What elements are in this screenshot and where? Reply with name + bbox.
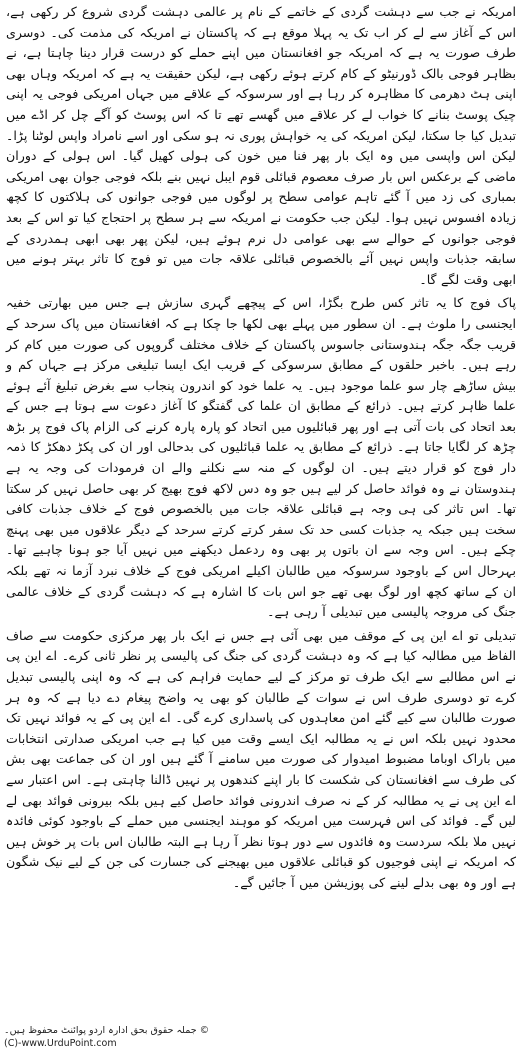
article-paragraph-1: امریکہ نے جب سے دہشت گردی کے خاتمے کے نام پر عالمی دہشت گردی شروع کر رکھی ہے، اس کے آغاز سے لے کر اب تک یہ پہلا موقع ہے کہ پاکستان نے امریکہ کی مذمت کی۔ دوسری طرف صورت یہ ہے کہ امریکہ جو افغانستان میں اپنے حملے کو درست قرار دینا چاہتا ہے، نے بظاہر فوجی بالک ڈورنیٹو کے کام کرتے ہوئے رکھی ہے، لیکن حقیقت یہ ہے کہ امریکہ وہاں بھی اپنی ہٹ دھرمی کا مظاہرہ کر رہا ہے اور سرسوکہ کے علاقے میں جہاں امریکی فوجی یہ اپنی چیک پوسٹ بنانے کا خواب لے کر علاقے میں گھسے تھے تا کہ اس پوسٹ کو آگے چل کر اڈے میں تبدیل کیا جا سکتا، لیکن امریکہ کی یہ خواہش پوری نہ ہو سکی اور اسے نامراد واپس لوٹنا پڑا۔ لیکن اس واپسی میں وہ ایک بار پھر فنا میں خون کی ہولی کھیل گیا۔ اس ہولی کے دوران ماضی کے برعکس اس بار صرف معصوم قبائلی قوم ایبل نہیں بنے بلکہ فوجی جوان بھی امریکی بمباری کی زد میں آ گئے تاہم عوامی سطح پر لوگوں میں فوجی جوانوں کی ہلاکتوں کا کچھ زیادہ افسوس نہیں ہوا۔ لیکن جب حکومت نے امریکہ سے ہر سطح پر احتجاج کیا تو اس کے بعد فوجی جوانوں کے حوالے سے بھی عوامی دل نرم ہوئے ہیں، لیکن پھر بھی ابھی ہمدردی کے سابقہ جذبات واپس نہیں آئے بالخصوص قبائلی علاقہ جات میں تو فوج کا تاثر بہتر ہونے میں ابھی وقت لگے گا۔ (6, 4, 516, 287)
article-paragraph-2: پاک فوج کا یہ تاثر کس طرح بگڑا، اس کے پیچھے گہری سازش ہے جس میں بھارتی خفیہ ایجنسی را ملوث ہے۔ ان سطور میں پہلے بھی لکھا جا چکا ہے کہ افغانستان میں پاک سرحد کے قریب جگہ جگہ ہندوستانی جاسوس پاکستان کے خلاف مختلف گروپوں کی صورت میں کام کر رہے ہیں۔ باخبر حلقوں کے مطابق سرسوکی کے قریب ایک ایسا تبلیغی مرکز ہے جہاں کم و بیش ساڑھے چار سو علما موجود ہیں۔ یہ علما خود کو اندرون پنجاب سے بغرض تبلیغ آئے ہوئے علما ظاہر کرتے ہیں۔ ذرائع کے مطابق ان علما کی گفتگو کا آغاز دعوت سے ہوتا ہے جس کے بعد اتحاد کی بات آتی ہے اور پھر قبائلیوں میں اتحاد کو پارہ پارہ کرنے کی الزام پاک فوج پر بڑھ چڑھ کر لگایا جاتا ہے۔ ذرائع کے مطابق یہ علما قبائلیوں کی بدحالی اور ان کی پکڑ دھکڑ کا ذمہ دار فوج کو قرار دیتے ہیں۔ ان لوگوں کے منہ سے نکلنے والے ان فرمودات کی وجہ یہ ہے ہندوستان نے وہ فوائد حاصل کر لیے ہیں جو وہ دس لاکھ فوج بھیج کر بھی حاصل نہیں کر سکتا تھا۔ اس تاثر کی ہی وجہ ہے قبائلی علاقہ جات میں بالخصوص فوج کے خلاف جذبات کافی سخت ہیں جبکہ یہ جذبات کسی حد تک سفر کرتے کرتے سرحد کے دیگر علاقوں میں بھی پہنچ چکے ہیں۔ اس وجہ سے ان باتوں پر بھی وہ ردعمل دیکھنے میں نہیں آیا جو ہونا چاہیے تھا۔ بہرحال اس کے باوجود سرسوکہ میں طالبان اکیلے امریکی فوج کے خلاف نبرد آزما نہ تھے بلکہ ان کے ساتھ کچھ اور لوگ بھی تھے جو اس بات کا اشارہ ہے کہ دہشت گردی کے خلاف عالمی جنگ کی مروجہ پالیسی میں تبدیلی آ رہی ہے۔ (6, 295, 516, 620)
copyright-line (4, 1024, 209, 1037)
copyright-mark: © (199, 1025, 210, 1036)
site-link[interactable]: (C)-www.UrduPoint.com (4, 1038, 117, 1049)
copyright-footer (4, 1024, 209, 1050)
copyright-text: جملہ حقوق بحق ادارہ اردو پوائنٹ محفوظ ہیں۔ (4, 1025, 197, 1036)
article-paragraph-3: تبدیلی تو اے این پی کے موقف میں بھی آئی ہے جس نے ایک بار پھر مرکزی حکومت سے صاف الفاظ میں مطالبہ کیا ہے کہ وہ دہشت گردی کی جنگ کی پالیسی پر نظر ثانی کرے۔ اے این پی نے اس مطالبے سے ایک طرف تو مرکز کے لیے حمایت فراہم کی ہے کہ وہ اپنی پالیسی تبدیل کرے تو دوسری طرف اس نے سوات کے طالبان کو بھی یہ واضح پیغام دے دیا ہے کہ وہ ہر صورت طالبان سے کیے گئے امن معاہدوں کی پاسداری کرے گی۔ اے این پی کے یہ فوائد نہیں تک محدود نہیں بلکہ اس نے یہ مطالبہ ایک ایسے وقت میں کیا ہے جب امریکی صدارتی انتخابات میں باراک اوباما مضبوط امیدوار کی صورت میں سامنے آ گئے ہیں اور ان کی جماعت بھی بش کی طرف سے افغانستان کی شکست کا بار اپنے کندھوں پر نہیں ڈالنا چاہتی ہے۔ اس اعتبار سے اے این پی نے یہ مطالبہ کر کے نہ صرف اندرونی فوائد حاصل کیے ہیں بلکہ بیرونی فوائد بھی لے لیں گے۔ فوائد کی اس فہرست میں امریکہ کو موہند ایجنسی میں حملے کے باوجود کوئی فائدہ نہیں ملا بلکہ سردست وہ فائدوں سے دور ہوتا نظر آ رہا ہے البتہ طالبان اس بات پر خوش ہیں کہ امریکہ نے اپنی فوجیوں کو قبائلی علاقوں میں بھیجنے کی جسارت کی جن کے لیے نیک شگون ہے اور وہ بھی بدلے لینے کی پوزیشن میں آ جائیں گے۔ (5, 627, 516, 890)
